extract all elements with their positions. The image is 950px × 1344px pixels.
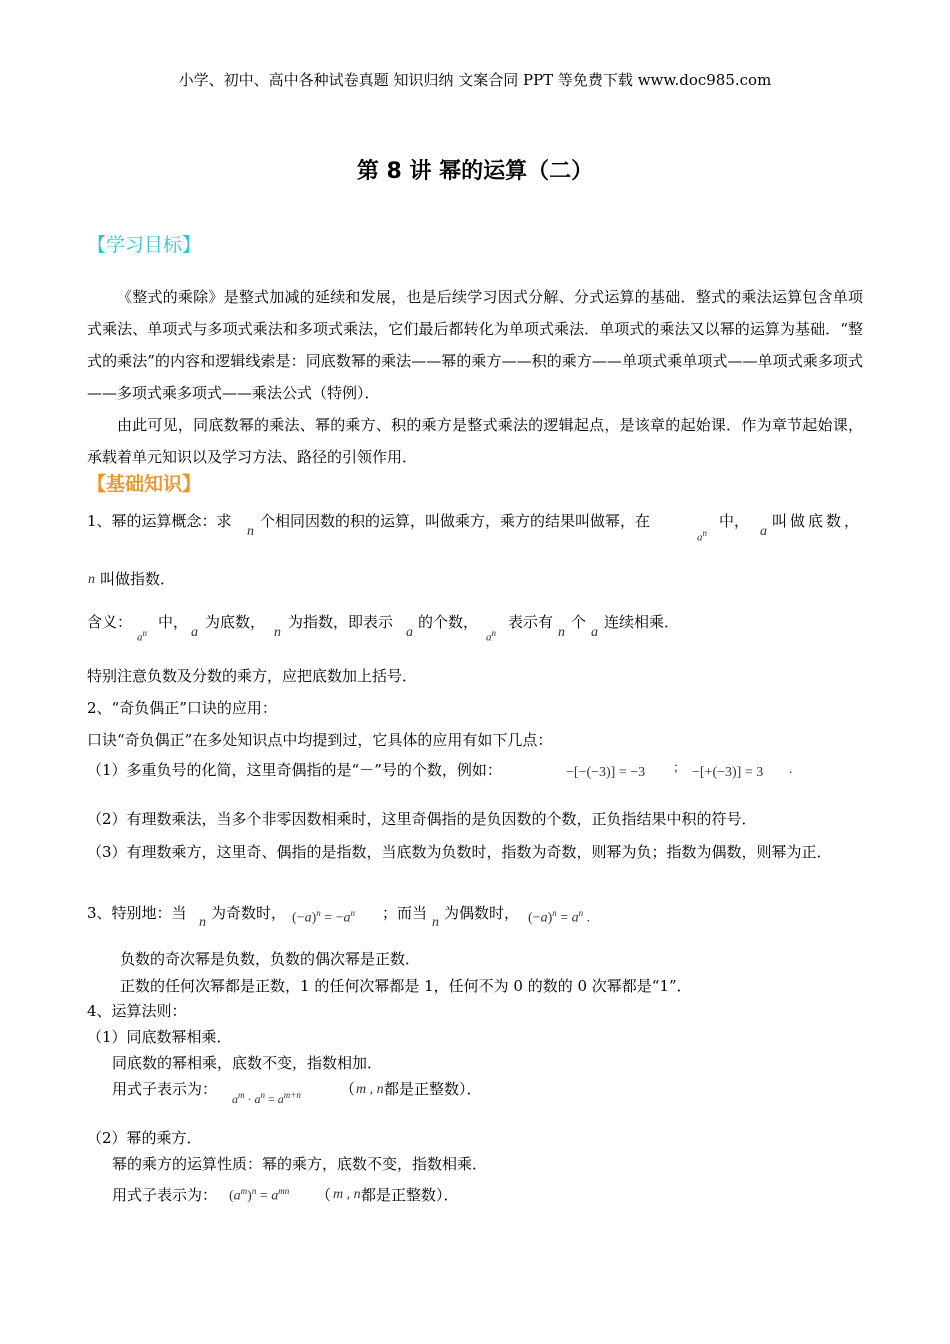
- math-a: a: [406, 625, 413, 640]
- meaning-text-1: 中，: [158, 613, 189, 631]
- math-a-power-n: $a^n$: [137, 628, 147, 644]
- intro-paragraph-1: 《整式的乘除》是整式加减的延续和发展，也是后续学习因式分解、分式运算的基础．整式的乘法运算包含单项式乘法、单项式与多项式乘法和多项式乘法，它们最后都转化为单项式乘法．单项式的乘法又以幂的运算为基础．“整式的乘法”的内容和逻辑线索是：同底数幂的乘法——幂的乘方——积的乘方——单项式乘单项式——单项式乘多项式——多项式乘多项式——乘法公式（特例）．: [87, 288, 863, 402]
- math-a-power-n: $a^n$: [697, 528, 707, 544]
- rule-2-formula-label: 用式子表示为：: [112, 1186, 218, 1204]
- math-n: n: [274, 625, 281, 640]
- paren-open: （: [316, 1186, 332, 1204]
- math-n: n: [432, 915, 439, 930]
- math-m-n: m , n: [356, 1082, 384, 1097]
- formula-product-rule: $a^m \cdot a^n = a^{m+n}$: [232, 1090, 301, 1106]
- formula-odd-power: $(-a)^n = -a^n$: [292, 908, 356, 926]
- special-text-2: ；而当: [382, 904, 428, 922]
- math-a: a: [191, 625, 198, 640]
- meaning-text-6: 个: [571, 613, 587, 631]
- separator: ;: [674, 760, 678, 775]
- formula-example-1: −[−(−3)] = −3: [566, 765, 646, 780]
- rule-1-title: （1）同底数幂相乘．: [87, 1028, 232, 1046]
- math-n: n: [199, 915, 206, 930]
- rules-heading: 4、运算法则：: [87, 1002, 187, 1020]
- separator: .: [789, 762, 793, 777]
- rule-item-1: （1）多重负号的化简，这里奇偶指的是“－”号的个数，例如：: [87, 761, 502, 779]
- rule-2-description: 幂的乘方的运算性质：幂的乘方，底数不变，指数相乘．: [112, 1155, 488, 1173]
- math-a: a: [760, 524, 767, 539]
- concept-text-1: 个相同因数的积的运算，叫做乘方，乘方的结果叫做幂，在: [260, 512, 651, 530]
- rule-1-description: 同底数的幂相乘，底数不变，指数相加．: [112, 1054, 383, 1072]
- math-n: n: [558, 625, 565, 640]
- page-header: 小学、初中、高中各种试卷真题 知识归纳 文案合同 PPT 等免费下载 www.doc985.com: [178, 71, 772, 89]
- rule-item-3: （3）有理数乘方，这里奇、偶指的是指数，当底数为负数时，指数为奇数，则幂为负；指数为偶数，则幂为正．: [87, 843, 832, 861]
- statement-positive-powers: 正数的任何次幂都是正数，1 的任何次幂都是 1，任何不为 0 的数的 0 次幂都是“1”．: [120, 977, 692, 995]
- concept-text-4: 叫做指数．: [100, 570, 176, 588]
- rule-item-2: （2）有理数乘法，当多个非零因数相乘时，这里奇偶指的是负因数的个数，正负指结果中积的符号．: [87, 810, 757, 828]
- math-a-power-n: $a^n$: [486, 628, 496, 644]
- intro-paragraph-2: 由此可见，同底数幂的乘法、幂的乘方、积的乘方是整式乘法的逻辑起点，是该章的起始课．作为章节起始课，承载着单元知识以及学习方法、路径的引领作用．: [87, 416, 863, 466]
- meaning-text-3: 为指数，即表示: [288, 613, 394, 631]
- meaning-label: 含义：: [87, 613, 133, 631]
- rule-2-title: （2）幂的乘方．: [87, 1129, 202, 1147]
- concept-text-3: 叫做底数，: [772, 512, 863, 530]
- note-parentheses: 特别注意负数及分数的乘方，应把底数加上括号．: [87, 667, 418, 685]
- meaning-text-7: 连续相乘．: [604, 613, 680, 631]
- special-text-3: 为偶数时，: [444, 904, 520, 922]
- formula-even-power: $(-a)^n = a^n$ .: [528, 908, 591, 926]
- meaning-text-5: 表示有: [508, 613, 554, 631]
- math-a: a: [591, 625, 598, 640]
- meaning-text-4: 的个数，: [418, 613, 479, 631]
- rule-1-formula-label: 用式子表示为：: [112, 1080, 218, 1098]
- rule-heading-odd-even: 2、“奇负偶正”口诀的应用：: [87, 699, 277, 717]
- concept-text-2: 中，: [719, 512, 750, 530]
- section-basic-knowledge: 【基础知识】: [87, 473, 202, 495]
- paren-open: （: [340, 1080, 356, 1098]
- section-learning-goals: 【学习目标】: [87, 234, 202, 256]
- math-m-n: m , n: [333, 1187, 361, 1202]
- special-text-1: 为奇数时，: [211, 904, 287, 922]
- rule-intro-odd-even: 口诀“奇负偶正”在多处知识点中均提到过，它具体的应用有如下几点：: [87, 731, 553, 749]
- formula-example-2: −[+(−3)] = 3: [692, 765, 764, 780]
- meaning-text-2: 为底数，: [205, 613, 266, 631]
- rule-2-condition: 都是正整数）．: [361, 1186, 459, 1204]
- concept-label: 1、幂的运算概念：求: [87, 512, 232, 530]
- formula-power-rule: $(a^m)^n = a^{mn}$: [229, 1186, 290, 1204]
- rule-1-condition: 都是正整数）．: [384, 1080, 482, 1098]
- page-title: 第 8 讲 幂的运算（二）: [356, 159, 594, 184]
- special-label: 3、特别地：当: [87, 904, 187, 922]
- math-n: n: [247, 524, 254, 539]
- statement-negative-powers: 负数的奇次幂是负数，负数的偶次幂是正数．: [120, 950, 421, 968]
- math-n: n: [88, 572, 95, 587]
